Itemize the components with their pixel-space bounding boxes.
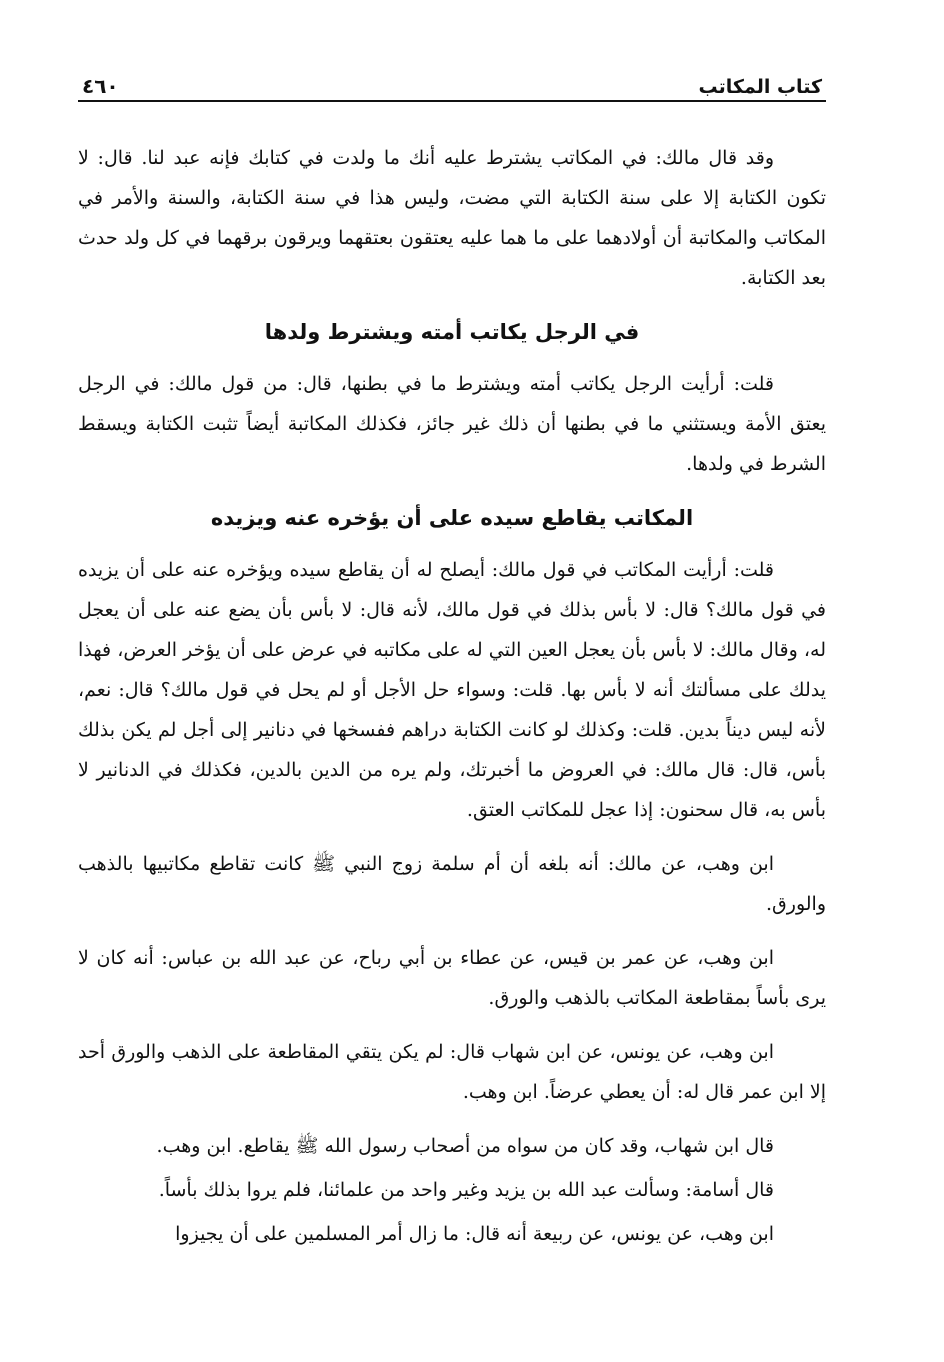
paragraph: قلت: أرأيت الرجل يكاتب أمته ويشترط ما في بطنها، قال: من قول مالك: في الرجل يعتق الأمة ويستثني ما في بطنها أن ذلك غير جائز، فكذلك المكاتبة أيضاً تثبت الكتابة ويسقط الشرط في ولدها.	[78, 373, 826, 475]
paragraph: ابن وهب، عن عمر بن قيس، عن عطاء بن أبي رباح، عن عبد الله بن عباس: أنه كان لا يرى بأساً بمقاطعة المكاتب بالذهب والورق.	[78, 947, 826, 1009]
paragraph: ابن وهب، عن مالك: أنه بلغه أن أم سلمة زوج النبي ﷺ كانت تقاطع مكاتبيها بالذهب والورق.	[78, 853, 826, 915]
section-heading: المكاتب يقاطع سيده على أن يؤخره عنه ويزيده	[210, 506, 694, 530]
paragraph: قلت: أرأيت المكاتب في قول مالك: أيصلح له أن يقاطع سيده ويؤخره عنه على أن يزيده في قول مالك؟ قال: لا بأس بذلك في قول مالك، لأنه قال: لا بأس بأن يضع عنه على أن يعجل له، وقال مالك: لا بأس بأن يعجل العين التي له على مكاتبه في عرض على أن يؤخر العرض، فهذا يدلك على مسألتك أنه لا بأس بها. قلت: وسواء حل الأجل أو لم يحل في قول مالك؟ قال: نعم، لأنه ليس ديناً بدين. قلت: وكذلك لو كانت الكتابة دراهم ففسخها في دنانير إلى أجل لم يكن بذلك بأس، قال: قال مالك: في العروض ما أخبرتك، ولم يره من الدين بالدين، فكذلك في الدنانير لا بأس به، قال سحنون: إذا عجل للمكاتب العتق.	[78, 559, 826, 821]
paragraph: ابن وهب، عن يونس، عن ربيعة أنه قال: ما زال أمر المسلمين على أن يجيزوا	[175, 1223, 774, 1245]
page-number: ٤٦٠	[82, 74, 119, 98]
book-page	[78, 62, 826, 1268]
paragraph: قال أسامة: وسألت عبد الله بن يزيد وغير واحد من علمائنا، فلم يروا بذلك بأساً.	[158, 1179, 774, 1201]
paragraph: قال ابن شهاب، وقد كان من سواه من أصحاب رسول الله ﷺ يقاطع. ابن وهب.	[156, 1135, 774, 1157]
section-heading: في الرجل يكاتب أمته ويشترط ولدها	[264, 320, 640, 344]
body-text	[78, 138, 826, 1254]
paragraph: ابن وهب، عن يونس، عن ابن شهاب قال: لم يكن يتقي المقاطعة على الذهب والورق أحد إلا ابن عمر قال له: أن يعطي عرضاً. ابن وهب.	[78, 1041, 826, 1103]
running-head	[78, 62, 826, 102]
book-title: كتاب المكاتب	[698, 76, 822, 98]
paragraph: وقد قال مالك: في المكاتب يشترط عليه أنك ما ولدت في كتابك فإنه عبد لنا. قال: لا تكون الكتابة إلا على سنة الكتابة التي مضت، وليس هذا في سنة الكتابة، والسنة والأمر في المكاتب والمكاتبة أن أولادهما على ما هما عليه يعتقون بعتقهما ويرقون برقهما في كل ولد حدث بعد الكتابة.	[78, 147, 826, 289]
paragraph-group	[78, 1126, 826, 1210]
